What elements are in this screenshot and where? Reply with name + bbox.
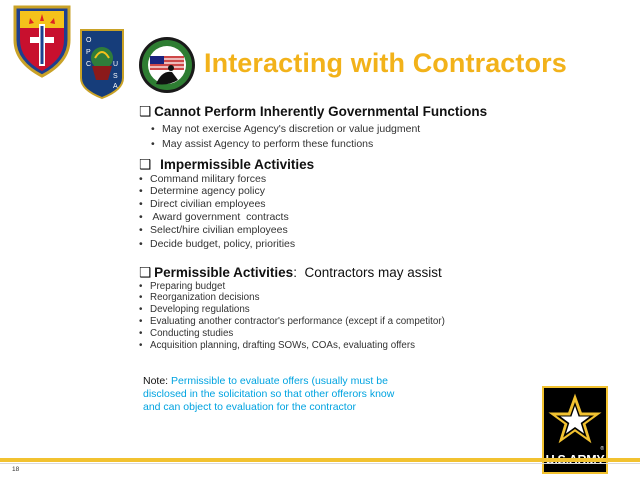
list-item-text: Determine agency policy xyxy=(150,185,265,197)
bullet-icon: • xyxy=(139,224,143,236)
list-item-text: Select/hire civilian employees xyxy=(150,224,288,236)
footer-accent-bar xyxy=(0,458,640,462)
list-item-text: Reorganization decisions xyxy=(150,292,260,303)
list-item-text: Preparing budget xyxy=(150,281,226,292)
opc-usa-badge-logo xyxy=(78,28,126,100)
list-item xyxy=(139,198,266,211)
section-heading-permissible xyxy=(139,265,442,281)
list-item-text: Decide budget, policy, priorities xyxy=(150,238,296,250)
bullet-icon: • xyxy=(139,292,143,303)
bullet-icon: • xyxy=(139,185,143,197)
note-callout xyxy=(143,375,413,414)
bullet-icon: • xyxy=(139,198,143,210)
bullet-icon: • xyxy=(139,211,143,223)
section-heading-text: Impermissible Activities xyxy=(160,157,315,172)
list-item-text: Acquisition planning, drafting SOWs, COAs, evaluating offers xyxy=(150,340,416,351)
section-heading-subtext: : Contractors may assist xyxy=(293,265,442,280)
checkbox-bullet-icon: ❑ xyxy=(139,104,152,119)
list-item xyxy=(139,224,288,237)
list-item-text: Evaluating another contractor's performance (except if a competitor) xyxy=(150,316,445,327)
list-item-text: May not exercise Agency's discretion or value judgment xyxy=(162,123,421,135)
slide-title: Interacting with Contractors xyxy=(204,48,567,78)
note-label: Note: xyxy=(143,375,172,387)
bullet-icon: • xyxy=(139,328,143,339)
list-item xyxy=(139,292,259,304)
bullet-icon: • xyxy=(139,340,143,351)
opc-letter-s: S xyxy=(113,73,118,80)
list-item xyxy=(139,211,289,224)
garrison-seal-logo xyxy=(138,36,196,94)
bullet-icon: • xyxy=(139,281,143,292)
checkbox-bullet-icon: ❑ xyxy=(139,265,152,280)
list-item xyxy=(139,340,415,352)
list-item-text: Command military forces xyxy=(150,173,267,185)
section-heading-text: Permissible Activities xyxy=(154,265,294,280)
bullet-icon: • xyxy=(139,316,143,327)
list-item xyxy=(139,316,445,328)
list-item-text: May assist Agency to perform these functions xyxy=(162,138,374,150)
list-item-text: Direct civilian employees xyxy=(150,198,266,210)
opc-letter-u: U xyxy=(113,61,119,68)
bullet-icon: • xyxy=(139,304,143,315)
list-item xyxy=(139,304,250,316)
note-text: Permissible to evaluate offers (usually must be disclosed in the solicitation so that other offerors know and can object to evaluation for the contractor xyxy=(143,375,395,413)
bullet-icon: • xyxy=(151,138,155,150)
list-item xyxy=(151,138,373,151)
list-item xyxy=(151,123,420,136)
opc-letter-o: O xyxy=(86,37,92,44)
opc-letter-p: P xyxy=(86,49,91,56)
list-item-text: Award government contracts xyxy=(150,211,289,223)
footer-divider xyxy=(0,463,640,464)
list-item xyxy=(139,281,225,293)
list-item xyxy=(139,328,233,340)
bullet-icon: • xyxy=(139,173,143,185)
registered-mark: ® xyxy=(600,446,604,452)
section-heading-impermissible xyxy=(139,157,314,173)
section-heading-text: Cannot Perform Inherently Governmental Functions xyxy=(154,104,488,119)
opc-letter-c: C xyxy=(86,61,92,68)
list-item-text: Developing regulations xyxy=(150,304,250,315)
command-shield-logo xyxy=(12,4,72,78)
section-heading-inherently-governmental xyxy=(139,104,487,120)
page-number: 18 xyxy=(12,466,20,473)
list-item-text: Conducting studies xyxy=(150,328,234,339)
bullet-icon: • xyxy=(151,123,155,135)
list-item xyxy=(139,185,265,198)
checkbox-bullet-icon: ❑ xyxy=(139,157,152,172)
list-item xyxy=(139,238,295,251)
bullet-icon: • xyxy=(139,238,143,250)
opc-letter-a: A xyxy=(113,83,118,90)
